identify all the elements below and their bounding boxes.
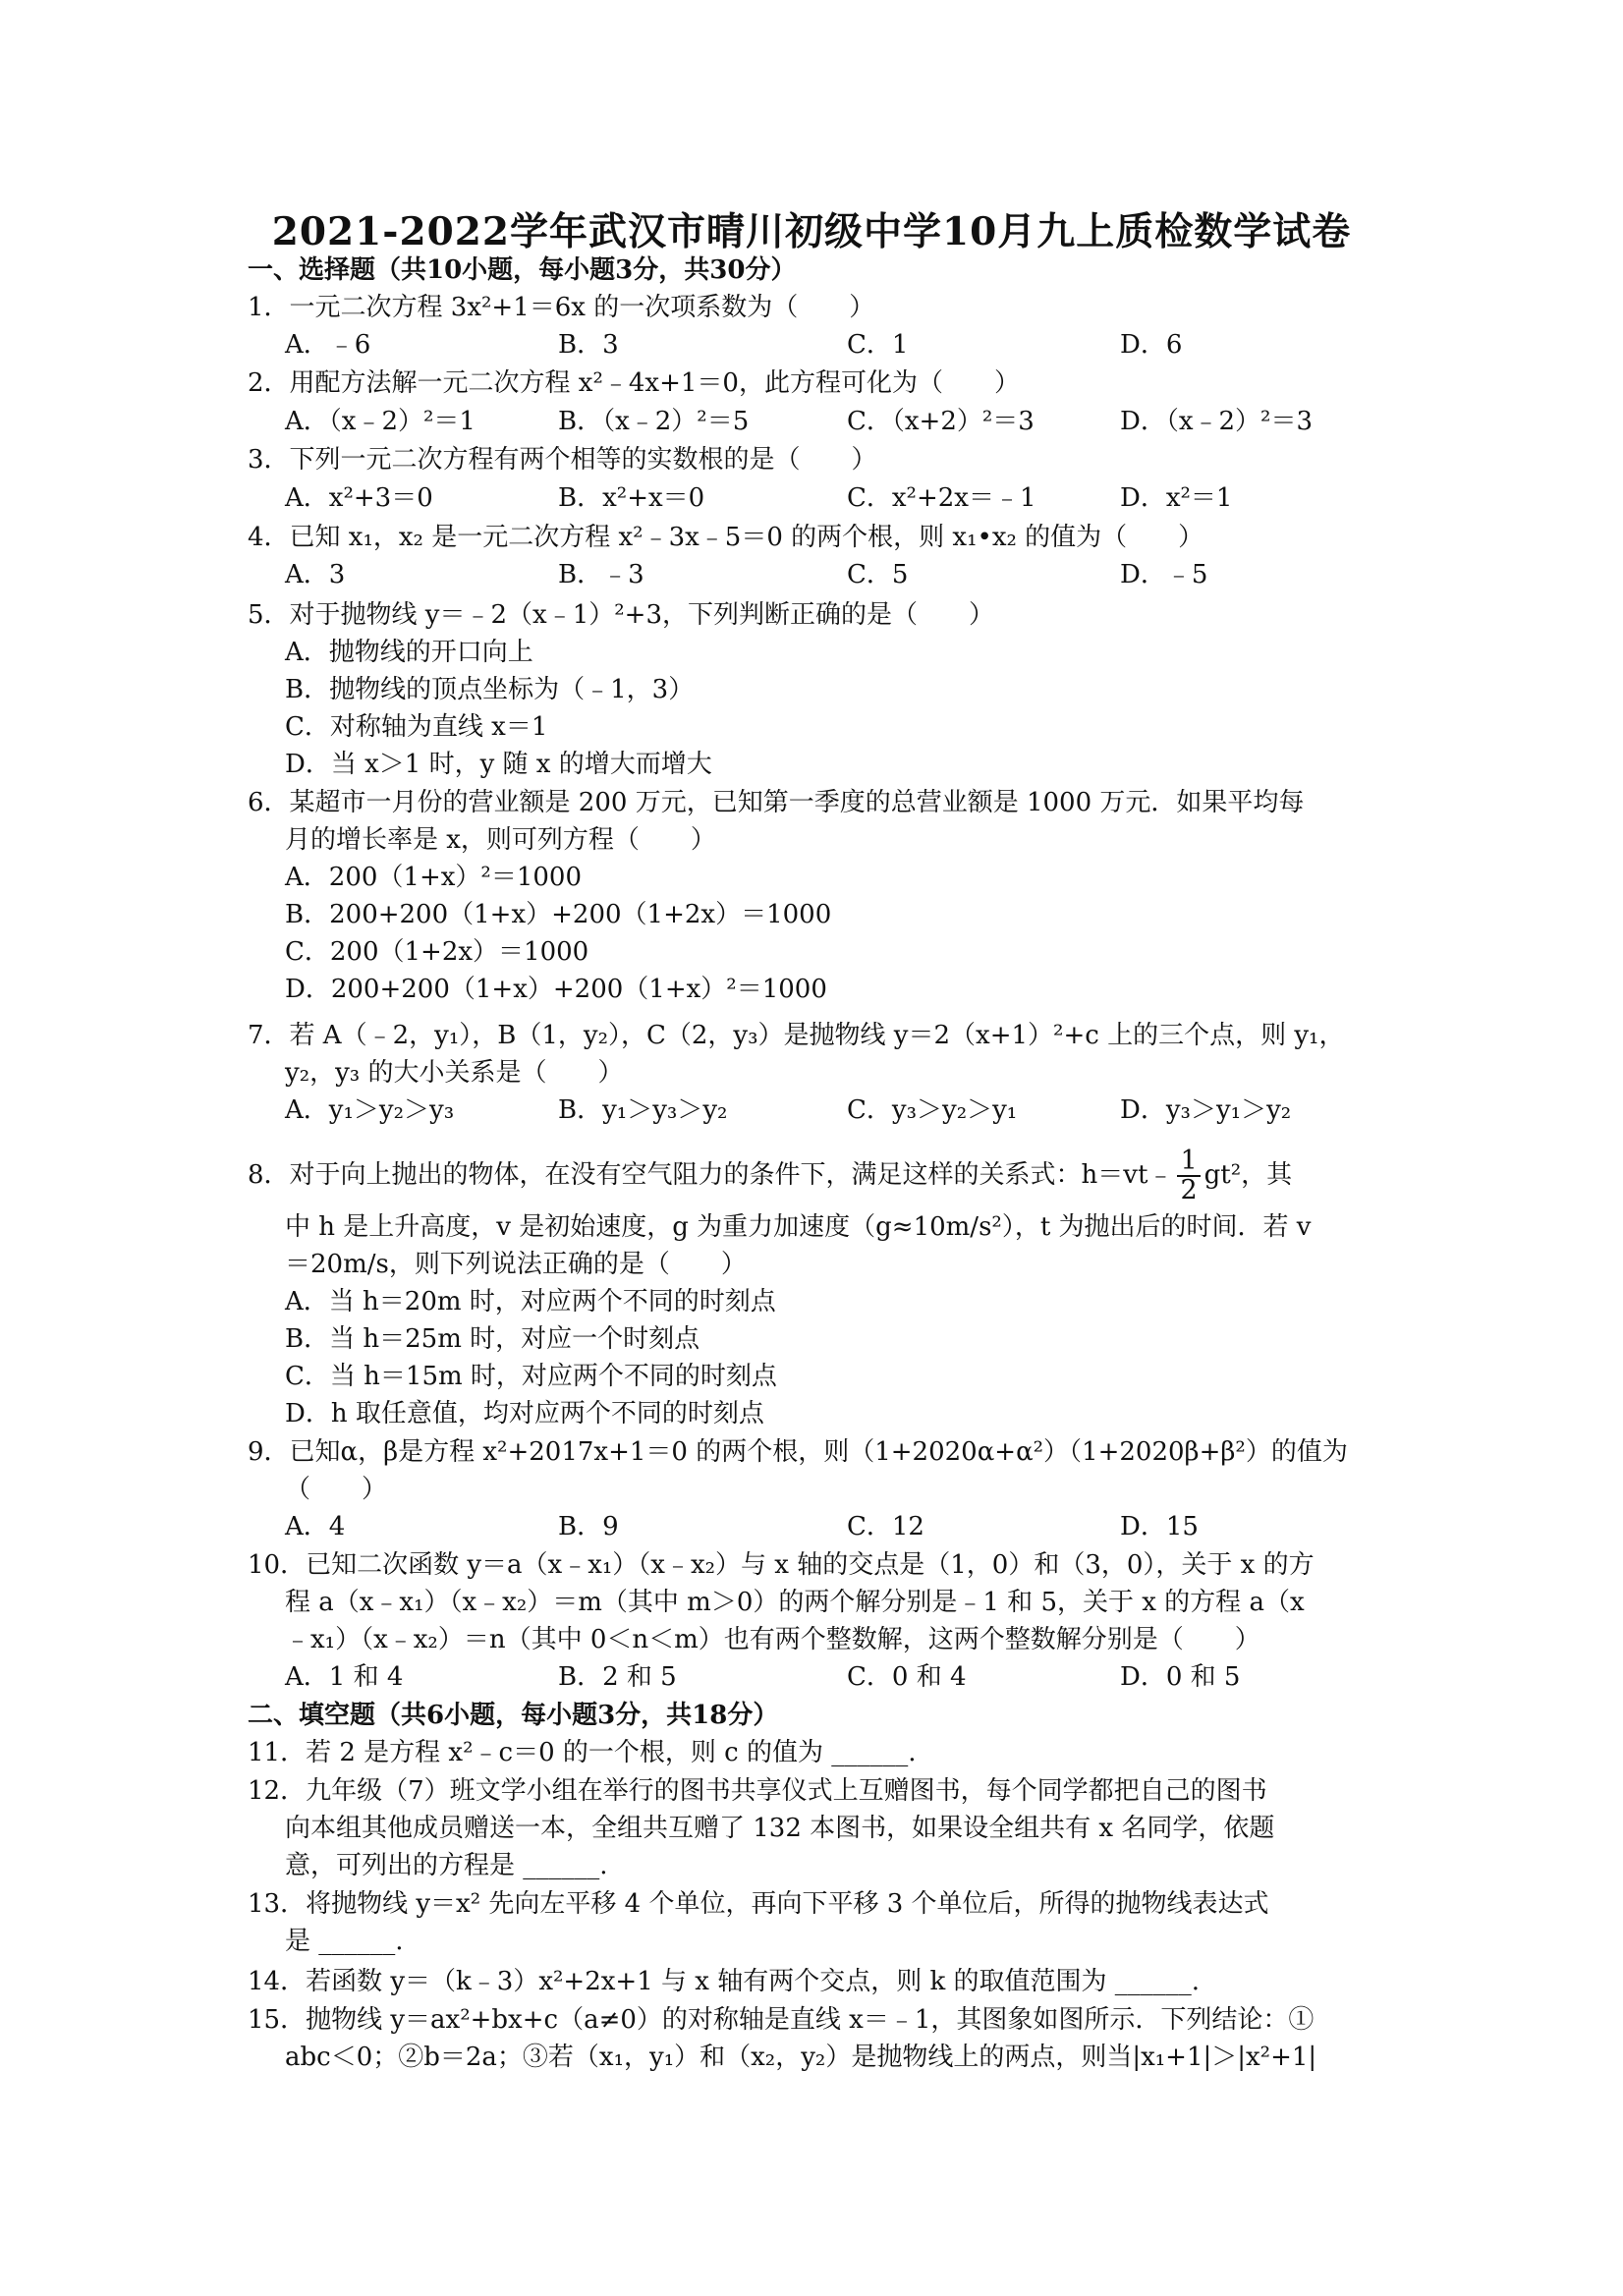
q8-option-c: C．当 h＝15m 时，对应两个不同的时刻点	[285, 1362, 777, 1391]
question-6-stem-line-2: 月的增长率是 x，则可列方程（ ）	[285, 825, 716, 855]
q8-stem-part-a: 8．对于向上抛出的物体，在没有空气阻力的条件下，满足这样的关系式：h＝vt﹣	[248, 1160, 1174, 1190]
question-10-stem-line-1: 10．已知二次函数 y＝a（x﹣x₁）（x﹣x₂）与 x 轴的交点是（1，0）和（3，0），关于 x 的方	[248, 1550, 1315, 1580]
question-9-stem-line-1: 9．已知α，β是方程 x²+2017x+1＝0 的两个根，则（1+2020α+α²）（1+2020β+β²）的值为	[248, 1437, 1348, 1467]
q10-option-d: D．0 和 5	[1120, 1662, 1241, 1692]
q3-option-c: C．x²+2x＝﹣1	[847, 483, 1036, 513]
q4-option-d: D．﹣5	[1120, 560, 1208, 589]
question-9-stem-line-2: （ ）	[285, 1475, 388, 1504]
q3-option-b: B．x²+x＝0	[558, 483, 705, 513]
q2-option-b: B．（x﹣2）²＝5	[558, 407, 750, 436]
q8-fraction-denominator: 2	[1180, 1175, 1198, 1205]
q6-option-a: A．200（1+x）²＝1000	[285, 863, 582, 892]
q5-option-d: D．当 x＞1 时，y 随 x 的增大而增大	[285, 750, 712, 779]
q1-option-b: B．3	[558, 330, 619, 360]
question-2-stem: 2．用配方法解一元二次方程 x²﹣4x+1＝0，此方程可化为（ ）	[248, 368, 1020, 398]
q1-option-d: D．6	[1120, 330, 1183, 360]
q10-option-a: A．1 和 4	[285, 1662, 404, 1692]
q9-option-d: D．15	[1120, 1512, 1199, 1541]
q10-option-b: B．2 和 5	[558, 1662, 677, 1692]
q8-stem-part-b: gt²，其	[1203, 1160, 1293, 1190]
q8-option-b: B．当 h＝25m 时，对应一个时刻点	[285, 1324, 700, 1354]
page-title: 2021-2022学年武汉市晴川初级中学10月九上质检数学试卷	[271, 209, 1352, 254]
question-7-stem-line-2: y₂，y₃ 的大小关系是（ ）	[285, 1058, 624, 1088]
q7-option-b: B．y₁＞y₃＞y₂	[558, 1095, 728, 1125]
question-13-line-1: 13．将抛物线 y＝x² 先向左平移 4 个单位，再向下平移 3 个单位后，所得的抛物线表达式	[248, 1889, 1269, 1919]
q6-option-b: B．200+200（1+x）+200（1+2x）＝1000	[285, 900, 832, 929]
question-6-stem-line-1: 6．某超市一月份的营业额是 200 万元，已知第一季度的总营业额是 1000 万元．如果平均每	[248, 788, 1305, 817]
question-4-stem: 4．已知 x₁，x₂ 是一元二次方程 x²﹣3x﹣5＝0 的两个根，则 x₁•x₂ 的值为（ ）	[248, 523, 1204, 552]
q1-option-c: C．1	[847, 330, 909, 360]
q4-option-c: C．5	[847, 560, 909, 589]
q3-option-a: A．x²+3＝0	[285, 483, 433, 513]
question-13-line-2: 是 ______.	[285, 1927, 404, 1956]
q5-option-b: B．抛物线的顶点坐标为（﹣1，3）	[285, 675, 695, 704]
question-12-line-1: 12．九年级（7）班文学小组在举行的图书共享仪式上互赠图书，每个同学都把自己的图书	[248, 1776, 1267, 1806]
q8-fraction	[1177, 1148, 1200, 1204]
q8-option-d: D．h 取任意值，均对应两个不同的时刻点	[285, 1399, 764, 1428]
question-8-stem-line-1	[248, 1145, 1407, 1205]
q3-option-d: D．x²＝1	[1120, 483, 1233, 513]
q5-option-c: C．对称轴为直线 x＝1	[285, 712, 548, 742]
q1-option-a: A．﹣6	[285, 330, 371, 360]
q5-option-a: A．抛物线的开口向上	[285, 638, 533, 667]
q2-option-a: A．（x﹣2）²＝1	[285, 407, 476, 436]
q6-option-d: D．200+200（1+x）+200（1+x）²＝1000	[285, 975, 827, 1004]
question-7-stem-line-1: 7．若 A（﹣2，y₁），B（1，y₂），C（2，y₃）是抛物线 y＝2（x+1）²+c 上的三个点，则 y₁，	[248, 1021, 1345, 1050]
question-8-stem-line-2: 中 h 是上升高度，v 是初始速度，g 为重力加速度（g≈10m/s²），t 为抛出后的时间．若 v	[285, 1212, 1312, 1242]
q9-option-c: C．12	[847, 1512, 924, 1541]
section-fill-heading: 二、填空题（共6小题，每小题3分，共18分）	[248, 1701, 779, 1730]
question-8-stem-line-3: ＝20m/s，则下列说法正确的是（ ）	[285, 1250, 747, 1279]
section-choice-heading: 一、选择题（共10小题，每小题3分，共30分）	[248, 255, 797, 285]
question-14: 14．若函数 y＝（k﹣3）x²+2x+1 与 x 轴有两个交点，则 k 的取值范围为 ______.	[248, 1967, 1201, 1996]
q7-option-c: C．y₃＞y₂＞y₁	[847, 1095, 1018, 1125]
q2-option-d: D．（x﹣2）²＝3	[1120, 407, 1314, 436]
q6-option-c: C．200（1+2x）＝1000	[285, 937, 589, 967]
question-11: 11．若 2 是方程 x²﹣c＝0 的一个根，则 c 的值为 ______.	[248, 1738, 917, 1767]
question-10-stem-line-3: ﹣x₁）（x﹣x₂）＝n（其中 0＜n＜m）也有两个整数解，这两个整数解分别是（ ）	[285, 1625, 1260, 1654]
q9-option-a: A．4	[285, 1512, 346, 1541]
q8-option-a: A．当 h＝20m 时，对应两个不同的时刻点	[285, 1287, 776, 1316]
question-3-stem: 3．下列一元二次方程有两个相等的实数根的是（ ）	[248, 445, 877, 475]
q7-option-d: D．y₃＞y₁＞y₂	[1120, 1095, 1292, 1125]
q4-option-b: B．﹣3	[558, 560, 644, 589]
question-12-line-3: 意，可列出的方程是 ______.	[285, 1851, 608, 1880]
question-10-stem-line-2: 程 a（x﹣x₁）（x﹣x₂）＝m（其中 m＞0）的两个解分别是﹣1 和 5，关于 x 的方程 a（x	[285, 1588, 1305, 1617]
q9-option-b: B．9	[558, 1512, 619, 1541]
question-15-line-1: 15．抛物线 y＝ax²+bx+c（a≠0）的对称轴是直线 x＝﹣1，其图象如图所示．下列结论：①	[248, 2005, 1315, 2035]
q8-fraction-numerator: 1	[1177, 1148, 1200, 1177]
q7-option-a: A．y₁＞y₂＞y₃	[285, 1095, 455, 1125]
q2-option-c: C．（x+2）²＝3	[847, 407, 1035, 436]
q4-option-a: A．3	[285, 560, 346, 589]
question-15-line-2: abc＜0；②b＝2a；③若（x₁，y₁）和（x₂，y₂）是抛物线上的两点，则当|x₁+1|＞|x²+1|	[285, 2043, 1317, 2072]
q10-option-c: C．0 和 4	[847, 1662, 967, 1692]
question-12-line-2: 向本组其他成员赠送一本，全组共互赠了 132 本图书，如果设全组共有 x 名同学，依题	[285, 1814, 1275, 1843]
question-1-stem: 1．一元二次方程 3x²+1＝6x 的一次项系数为（ ）	[248, 293, 875, 322]
question-5-stem: 5．对于抛物线 y＝﹣2（x﹣1）²+3，下列判断正确的是（ ）	[248, 600, 994, 630]
